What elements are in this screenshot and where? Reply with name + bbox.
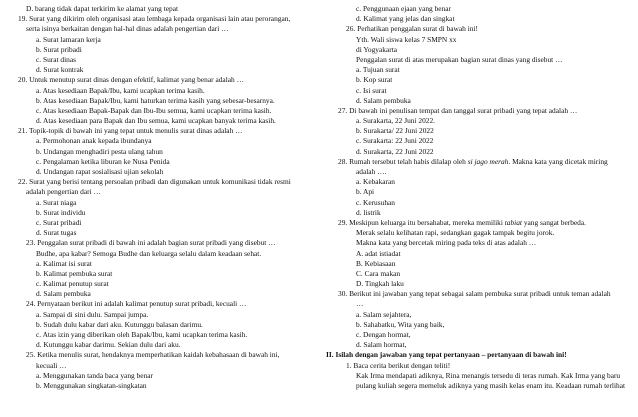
text-line: … xyxy=(356,299,364,309)
text-line: kecuali … xyxy=(36,360,67,370)
text-line: a. Surakarta, 22 Juni 2022. xyxy=(356,116,436,126)
text-line: d. Surat tugas xyxy=(36,228,77,238)
text-line: 27. Di bawah ini penulisan tempat dan tanggal surat pribadi yang tepat adalah … xyxy=(338,105,578,115)
text-line: c. Pengalaman ketika liburan ke Nusa Penida xyxy=(36,156,170,166)
text-line: Makna kata yang bercetak miring pada teks di atas adalah … xyxy=(356,238,537,248)
text-line: adalah pengertian dari … xyxy=(26,187,101,197)
text-line: c. Surakarta: 22 Juni 2022 xyxy=(356,136,434,146)
text-line: c. Atas izin yang diberikan oleh Bapak/Ibu, kami ucapkan terima kasih. xyxy=(36,330,248,339)
text-line: a. Tujuan surat xyxy=(356,65,400,75)
text-line: Merak selalu kelihatan rapi, sedangkan gagak tampak begitu jorok. xyxy=(356,228,555,238)
text-line: b. Atas kesediaan Bapak/Ibu, kami haturkan terima kasih yang sebesar-besarnya. xyxy=(36,95,275,105)
text-line: c. Isi surat xyxy=(356,85,387,95)
text-line: pulang kuliah segera memeluk adiknya yang masih kelas enam itu. Keadaan rumah terlihat xyxy=(356,380,626,390)
text-line: b. Sudah dulu kabar dari aku. Kutunggu balasan darimu. xyxy=(36,319,203,329)
text-line: 29. Meskipun keluarga itu bersahabat, mereka memiliki tabiat yang sangat berbeda. xyxy=(338,217,587,227)
text-line: b. Undangan menghadiri pesta ulang tahun xyxy=(36,146,163,156)
text-line: 22. Surat yang berisi tentang persoalan pribadi dan digunakan untuk komunikasi tidak resmi xyxy=(18,177,291,187)
text-line: 30. Berikut ini jawaban yang tepat sebagai salam pembuka surat pribadi untuk teman adalah xyxy=(338,289,611,299)
text-line: b. Surat individu xyxy=(36,207,86,217)
text-line: 1. Baca cerita berikut dengan teliti! xyxy=(346,360,451,370)
text-line: c. Penggunaan ejaan yang benar xyxy=(356,4,452,13)
text-line: Budhe, apa kabar? Semoga Budhe dan keluarga selalu dalam keadaan sehat. xyxy=(36,248,262,258)
text-line: b. Surat pribadi xyxy=(36,44,82,54)
text-line: b. Api xyxy=(356,187,375,197)
text-line: d. Salam pembuka xyxy=(36,289,91,299)
text-line: d. Undangan rapat sosialisasi ujian sekolah xyxy=(36,167,164,176)
text-line: 26. Perhatikan penggalan surat di bawah ini! xyxy=(346,24,478,34)
text-line: D. barang tidak dapat terkirim ke alamat yang tepat xyxy=(26,4,179,13)
text-line: a. Kalimat isi surat xyxy=(36,258,92,268)
text-line: c. Surat dinas xyxy=(36,54,77,64)
text-line: 25. Ketika menulis surat, hendaknya memperhatikan kaidah kebahasaan di bawah ini, xyxy=(26,350,280,360)
text-line: c. Atas kesediaan Bapak-Bapak dan Ibu-Ibu semua, kami ucapkan terima kasih. xyxy=(36,105,272,115)
text-line: 21. Topik-topik di bawah ini yang tepat untuk menulis surat dinas adalah … xyxy=(18,126,243,136)
text-line: a. Sampai di sini dulu. Sampai jumpa. xyxy=(36,309,149,319)
text-line: 23. Penggalan surat pribadi di bawah ini adalah bagian surat pribadi yang disebut … xyxy=(26,238,276,248)
text-line: Yth. Wali siswa kelas 7 SMPN xx xyxy=(356,34,457,44)
text-line: b. Sahabatku, Wita yang baik, xyxy=(356,319,445,329)
text-line: d. Salam pembuka xyxy=(356,95,411,105)
text-line: C. Cara makan xyxy=(356,268,401,278)
text-line: 24. Pernyataan berikut ini adalah kalimat penutup surat pribadi, kecuali … xyxy=(26,299,247,309)
text-line: d. Surakarta, 22 Juni 2022 xyxy=(356,146,434,156)
text-line: a. Atas kesediaan Bapak/Ibu, kami ucapkan terima kasih. xyxy=(36,85,205,95)
text-line: d. Atas kesediaan para Bapak dan Ibu semua, kami ucapkan banyak terima kasih. xyxy=(36,116,276,126)
italic-term: si jago merah xyxy=(467,156,509,166)
text-line: c. Surat pribadi xyxy=(36,217,82,227)
text-line: b. Menggunakan singkatan-singkatan xyxy=(36,380,147,390)
text-line: Kak Irma mendapati adiknya, Rina menangis tersedu di teras rumah. Kak Irma yang baru xyxy=(356,370,621,380)
text-line: a. Permohonan anak kepada ibundanya xyxy=(36,136,152,146)
text-line: A. adat istiadat xyxy=(356,248,401,258)
text-line: adalah …. xyxy=(356,167,387,176)
text-line: d. Kalimat yang jelas dan singkat xyxy=(356,14,455,24)
text-line: d. listrik xyxy=(356,207,381,217)
left-column xyxy=(6,4,326,391)
text-line: 20. Untuk menutup surat dinas dengan efektif, kalimat yang benar adalah … xyxy=(18,75,244,85)
text-line: b. Surakarta/ 22 Juni 2022 xyxy=(356,126,434,136)
right-column xyxy=(326,4,636,391)
text-line: a. Surat niaga xyxy=(36,197,77,207)
text-line: b. Kop surat xyxy=(356,75,393,85)
text-line: Penggalan surat di atas merupakan bagian surat dinas yang disebut … xyxy=(356,54,563,64)
text-line: II. Isilah dengan jawaban yang tepat pertanyaan – pertanyaan di bawah ini! xyxy=(326,350,567,360)
italic-term: tabiat xyxy=(504,217,522,227)
text-line: c. Kalimat penutup surat xyxy=(36,279,109,289)
text-line: d. Salam hormat, xyxy=(356,340,407,350)
text-line: a. Menggunakan tanda baca yang benar xyxy=(36,370,153,380)
text-line: a. Surat lamaran kerja xyxy=(36,34,101,44)
text-line: B. Kebiasaan xyxy=(356,258,396,268)
text-line: c. Kerusuhan xyxy=(356,197,395,207)
text-line: c. Dengan hormat, xyxy=(356,330,411,339)
text-line: serta isinya berkaitan dengan hal-hal dinas adalah pengertian dari … xyxy=(26,24,229,34)
text-line: D. Tingkah laku xyxy=(356,279,404,289)
text-line: d. Kutunggu kabar darimu. Sekian dulu dari aku. xyxy=(36,340,181,350)
text-line: 19. Surat yang dikirim oleh organisasi atau lembaga kepada organisasi lain atau perorangan, xyxy=(18,14,291,24)
text-line: a. Salam sejahtera, xyxy=(356,309,412,319)
text-line: d. Surat kontrak xyxy=(36,65,84,75)
text-line: a. Kebakaran xyxy=(356,177,395,187)
text-line: 28. Rumah tersebut telah habis dilalap oleh si jago merah. Makna kata yang dicetak miring xyxy=(338,156,608,166)
text-line: di Yogyakarta xyxy=(356,44,398,54)
text-line: b. Kalimat pembuka surat xyxy=(36,268,113,278)
